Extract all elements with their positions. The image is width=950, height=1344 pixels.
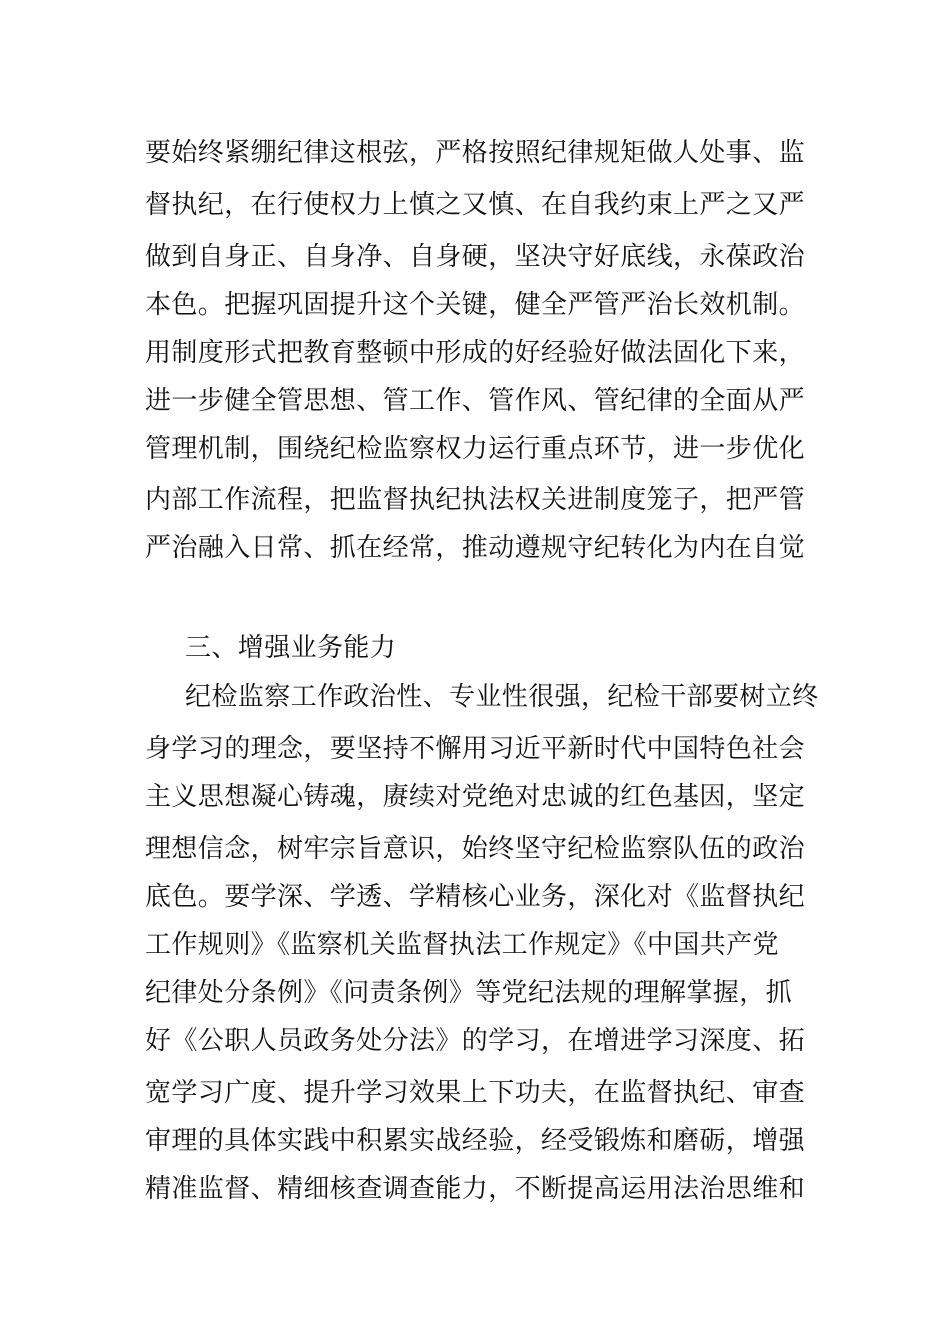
paragraph-line: 审理的具体实践中积累实战经验，经受锻炼和磨砺，增强 [145,1126,806,1156]
paragraph-line: 纪检监察工作政治性、专业性很强，纪检干部要树立终 [185,682,819,712]
paragraph-line: 工作规则》《监察机关监督执法工作规定》《中国共产党 [145,930,780,960]
paragraph-line: 宽学习广度、提升学习效果上下功夫，在监督执纪、审查 [145,1078,806,1108]
paragraph-line: 进一步健全管思想、管工作、管作风、管纪律的全面从严 [145,386,806,416]
paragraph-line: 纪律处分条例》《问责条例》等党纪法规的理解掌握，抓 [145,978,793,1008]
paragraph-line: 主义思想凝心铸魂，赓续对党绝对忠诚的红色基因，坚定 [145,782,806,812]
section-heading: 三、增强业务能力 [185,633,397,663]
paragraph-line: 做到自身正、自身净、自身硬，坚决守好底线，永葆政治 [145,242,806,272]
paragraph-line: 好《公职人员政务处分法》的学习，在增进学习深度、拓 [145,1026,806,1056]
paragraph-line: 身学习的理念，要坚持不懈用习近平新时代中国特色社会 [145,734,806,764]
paragraph-line: 底色。要学深、学透、学精核心业务，深化对《监督执纪 [145,882,806,912]
paragraph-line: 用制度形式把教育整顿中形成的好经验好做法固化下来， [145,338,806,368]
paragraph-line: 内部工作流程，把监督执纪执法权关进制度笼子，把严管 [145,485,806,515]
paragraph-line: 精准监督、精细核查调查能力，不断提高运用法治思维和 [145,1174,806,1204]
paragraph-line: 理想信念，树牢宗旨意识，始终坚守纪检监察队伍的政治 [145,834,806,864]
paragraph-line: 本色。把握巩固提升这个关键，健全严管严治长效机制。 [145,290,806,320]
paragraph-line: 要始终紧绷纪律这根弦，严格按照纪律规矩做人处事、监 [145,138,806,168]
paragraph-line: 管理机制，围绕纪检监察权力运行重点环节，进一步优化 [145,434,806,464]
paragraph-line: 严治融入日常、抓在经常，推动遵规守纪转化为内在自觉 [145,533,806,563]
paragraph-line: 督执纪，在行使权力上慎之又慎、在自我约束上严之又严 [145,190,806,220]
